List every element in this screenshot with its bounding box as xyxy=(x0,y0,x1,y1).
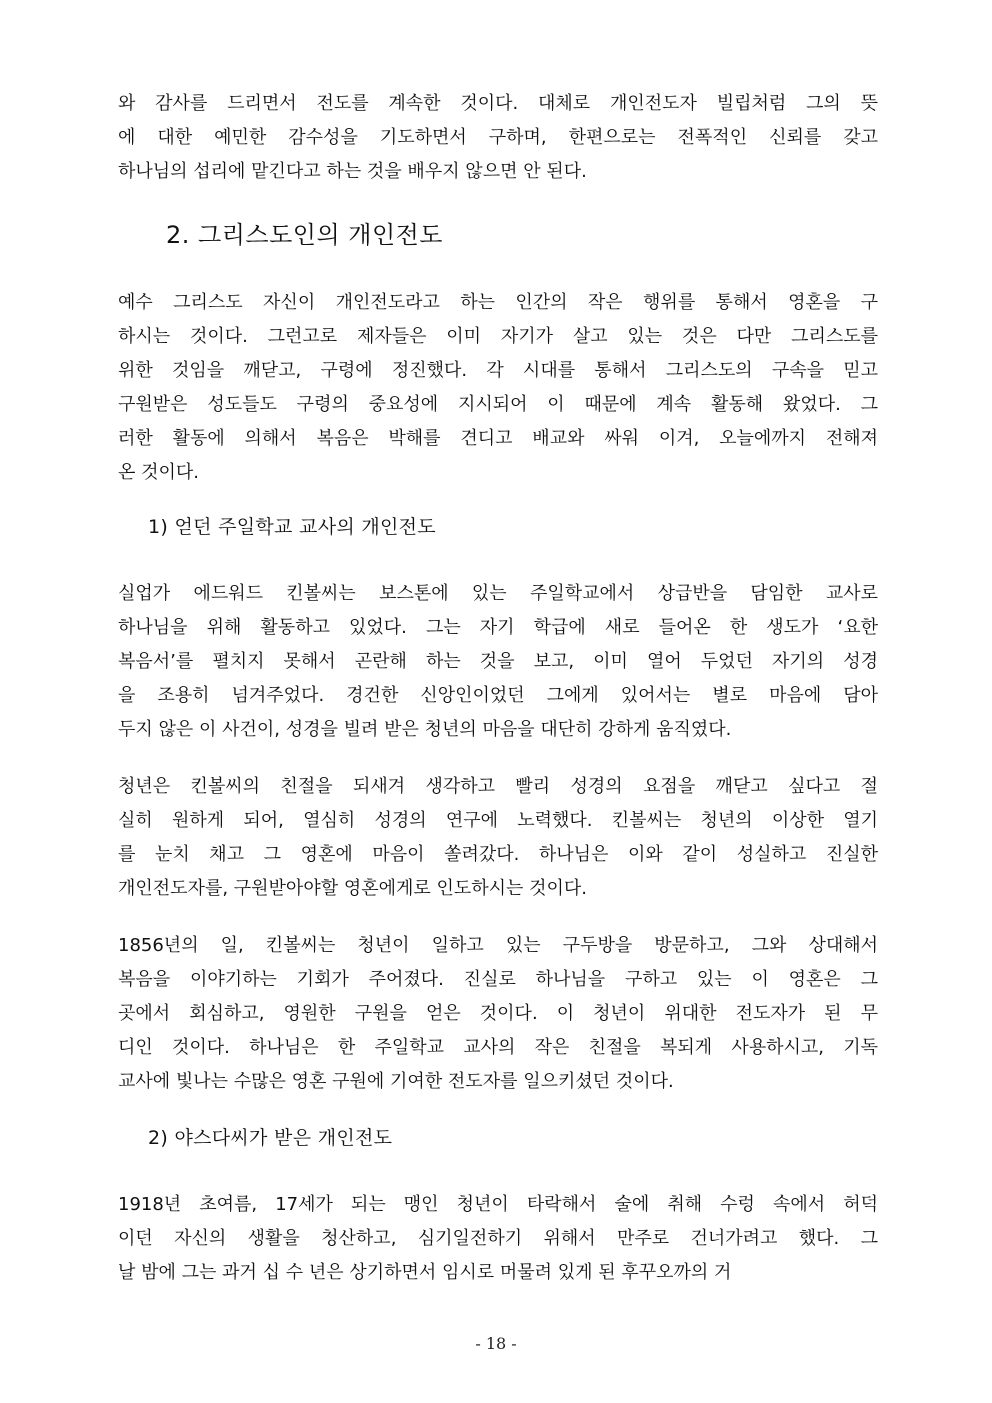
paragraph-line: 디인 것이다. 하나님은 한 주일학교 교사의 작은 친절을 복되게 사용하시고, 기독 xyxy=(118,1037,878,1058)
sub1-paragraph-1 xyxy=(118,577,878,747)
paragraph-line: 를 눈치 채고 그 영혼에 마음이 쏠려갔다. 하나님은 이와 같이 성실하고 진실한 xyxy=(118,844,878,865)
paragraph-line: 러한 활동에 의해서 복음은 박해를 견디고 배교와 싸워 이겨, 오늘에까지 전해져 xyxy=(118,428,878,449)
section-paragraph xyxy=(118,286,878,490)
subheading-1: 1) 얻던 주일학교 교사의 개인전도 xyxy=(148,516,436,538)
paragraph-line: 청년은 킨볼씨의 친절을 되새겨 생각하고 빨리 성경의 요점을 깨닫고 싶다고 절 xyxy=(118,776,878,797)
paragraph-line: 구원받은 성도들도 구령의 중요성에 지시되어 이 때문에 계속 활동해 왔었다. 그 xyxy=(118,394,878,415)
paragraph-line: 실히 원하게 되어, 열심히 성경의 연구에 노력했다. 킨볼씨는 청년의 이상한 열기 xyxy=(118,810,878,831)
subheading-2: 2) 야스다씨가 받은 개인전도 xyxy=(148,1127,393,1149)
paragraph-line: 두지 않은 이 사건이, 성경을 빌려 받은 청년의 마음을 대단히 강하게 움직였다. xyxy=(118,719,732,740)
sub1-paragraph-2 xyxy=(118,770,878,906)
paragraph-line: 하나님의 섭리에 맡긴다고 하는 것을 배우지 않으면 안 된다. xyxy=(118,161,587,182)
page-number: - 18 - xyxy=(475,1334,517,1353)
paragraph-line: 복음을 이야기하는 기회가 주어졌다. 진실로 하나님을 구하고 있는 이 영혼은 그 xyxy=(118,969,878,990)
paragraph-line: 하나님을 위해 활동하고 있었다. 그는 자기 학급에 새로 들어온 한 생도가 ‘요한 xyxy=(118,617,878,638)
intro-paragraph xyxy=(118,87,878,189)
paragraph-line: 에 대한 예민한 감수성을 기도하면서 구하며, 한편으로는 전폭적인 신뢰를 갖고 xyxy=(118,127,878,148)
paragraph-line: 복음서’를 펼치지 못해서 곤란해 하는 것을 보고, 이미 열어 두었던 자기의 성경 xyxy=(118,651,878,672)
paragraph-line: 와 감사를 드리면서 전도를 계속한 것이다. 대체로 개인전도자 빌립처럼 그의 뜻 xyxy=(118,93,878,114)
section-heading: 2. 그리스도인의 개인전도 xyxy=(166,221,443,249)
paragraph-line: 1918년 초여름, 17세가 되는 맹인 청년이 타락해서 술에 취해 수렁 속에서 허덕 xyxy=(118,1194,878,1215)
paragraph-line: 예수 그리스도 자신이 개인전도라고 하는 인간의 작은 행위를 통해서 영혼을 구 xyxy=(118,292,878,313)
paragraph-line: 이던 자신의 생활을 청산하고, 심기일전하기 위해서 만주로 건너가려고 했다. 그 xyxy=(118,1228,878,1249)
paragraph-line: 1856년의 일, 킨볼씨는 청년이 일하고 있는 구두방을 방문하고, 그와 상대해서 xyxy=(118,935,878,956)
paragraph-line: 실업가 에드워드 킨볼씨는 보스톤에 있는 주일학교에서 상급반을 담임한 교사로 xyxy=(118,583,878,604)
paragraph-line: 위한 것임을 깨닫고, 구령에 정진했다. 각 시대를 통해서 그리스도의 구속을 믿고 xyxy=(118,360,878,381)
paragraph-line: 날 밤에 그는 과거 십 수 년은 상기하면서 임시로 머물려 있게 된 후꾸오까의 거 xyxy=(118,1262,732,1283)
paragraph-line: 교사에 빛나는 수많은 영혼 구원에 기여한 전도자를 일으키셨던 것이다. xyxy=(118,1071,674,1092)
paragraph-line: 개인전도자를, 구원받아야할 영혼에게로 인도하시는 것이다. xyxy=(118,878,588,899)
paragraph-line: 을 조용히 넘겨주었다. 경건한 신앙인이었던 그에게 있어서는 별로 마음에 담아 xyxy=(118,685,878,706)
paragraph-line: 하시는 것이다. 그런고로 제자들은 이미 자기가 살고 있는 것은 다만 그리스도를 xyxy=(118,326,878,347)
paragraph-line: 온 것이다. xyxy=(118,462,199,483)
paragraph-line: 곳에서 회심하고, 영원한 구원을 얻은 것이다. 이 청년이 위대한 전도자가 된 무 xyxy=(118,1003,878,1024)
sub2-paragraph-1 xyxy=(118,1188,878,1290)
sub1-paragraph-3 xyxy=(118,929,878,1099)
